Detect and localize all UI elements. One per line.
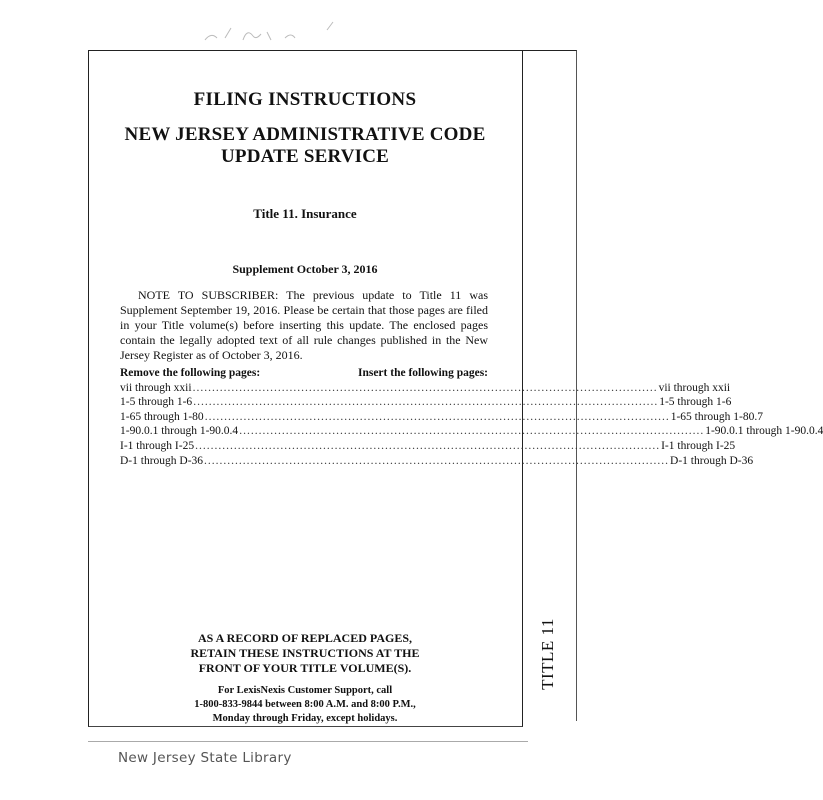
page-row — [120, 439, 736, 454]
dot-leader: ........................................................................................................................ — [195, 439, 661, 452]
insert-header: Insert the following pages: — [357, 367, 488, 379]
record-line2: RETAIN THESE INSTRUCTIONS AT THE — [190, 646, 420, 660]
code-title-line1: NEW JERSEY ADMINISTRATIVE CODE — [124, 124, 486, 145]
dot-leader: ........................................................................................................................ — [192, 381, 658, 394]
dot-leader: ........................................................................................................................ — [239, 425, 705, 438]
page-list — [120, 366, 823, 468]
code-title — [110, 124, 500, 168]
page-row — [120, 410, 763, 425]
dot-leader: ........................................................................................................................ — [204, 454, 670, 467]
insert-range: I-1 through I-25 — [661, 439, 736, 452]
support-line3: Monday through Friday, except holidays. — [212, 713, 398, 724]
handwritten-scribble — [195, 18, 345, 48]
remove-range: I-1 through I-25 — [120, 439, 195, 452]
code-title-line2: UPDATE SERVICE — [220, 146, 390, 167]
page-row — [120, 395, 732, 410]
dot-leader: ........................................................................................................................ — [193, 396, 659, 409]
title-name: Title 11. Insurance — [253, 206, 357, 221]
remove-range: vii through xxii — [120, 381, 192, 394]
insert-range: 1-65 through 1-80.7 — [670, 410, 763, 423]
insert-range: 1-90.0.1 through 1-90.0.4 — [705, 425, 823, 438]
supplement-date: Supplement October 3, 2016 — [232, 262, 378, 276]
insert-range: 1-5 through 1-6 — [659, 396, 732, 409]
record-line1: AS A RECORD OF REPLACED PAGES, — [197, 631, 413, 645]
support-line1: For LexisNexis Customer Support, call — [217, 685, 393, 696]
remove-range: 1-5 through 1-6 — [120, 396, 193, 409]
record-notice — [120, 631, 490, 676]
page-row — [120, 381, 731, 396]
customer-support — [120, 684, 490, 726]
side-tab-label — [526, 608, 570, 700]
remove-range: 1-90.0.1 through 1-90.0.4 — [120, 425, 239, 438]
page-row — [120, 454, 754, 469]
remove-range: D-1 through D-36 — [120, 454, 204, 467]
page-row — [120, 424, 823, 439]
insert-range: D-1 through D-36 — [670, 454, 754, 467]
record-line3: FRONT OF YOUR TITLE VOLUME(S). — [198, 661, 412, 675]
filing-instructions-heading: FILING INSTRUCTIONS — [193, 89, 417, 110]
page-list-header — [120, 366, 488, 381]
remove-header: Remove the following pages: — [120, 367, 261, 379]
dot-leader: ........................................................................................................................ — [204, 410, 670, 423]
library-stamp: New Jersey State Library — [118, 750, 292, 766]
support-line2: 1-800-833-9844 between 8:00 A.M. and 8:00 P.M., — [194, 699, 416, 710]
bottom-rule — [88, 741, 528, 742]
remove-range: 1-65 through 1-80 — [120, 410, 204, 423]
side-tab-text: TITLE 11 — [538, 618, 557, 690]
note-to-subscriber: NOTE TO SUBSCRIBER: The previous update to Title 11 was Supplement September 19, 2016. Please be certain that those pages are filed in your Title volume(s) before inserting this update. The enclosed pages contain the legally adopted text of all rule changes published in the New Jersey Register as of October 3, 2016. — [120, 288, 488, 362]
insert-range: vii through xxii — [658, 381, 731, 394]
